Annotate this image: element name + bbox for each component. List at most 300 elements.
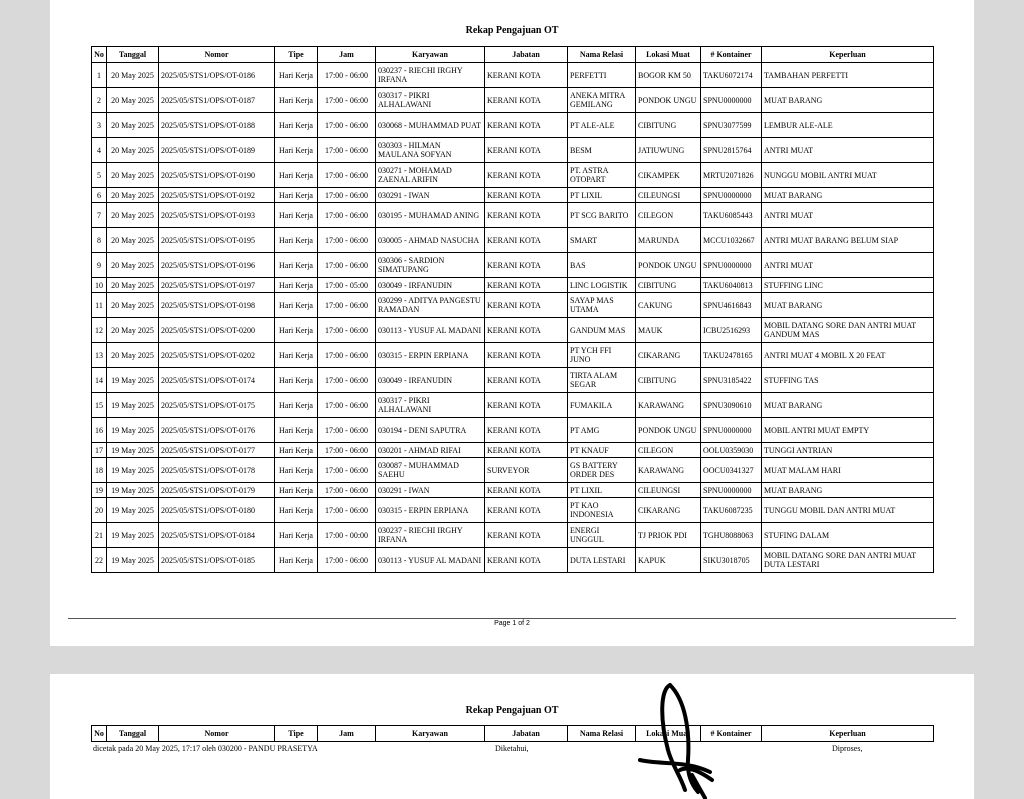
ot-table-continued [91, 725, 934, 742]
table-cell: BOGOR KM 50 [636, 63, 701, 88]
column-header: No [92, 47, 107, 63]
table-cell: 15 [92, 393, 107, 418]
table-cell: 14 [92, 368, 107, 393]
table-row [92, 368, 934, 393]
table-cell: SPNU0000000 [701, 253, 762, 278]
table-cell: 9 [92, 253, 107, 278]
diproses-label: Diproses, [832, 744, 863, 753]
table-cell: DUTA LESTARI [568, 548, 636, 573]
table-cell: 16 [92, 418, 107, 443]
table-cell: PT LIXIL [568, 188, 636, 203]
table-cell: SMART [568, 228, 636, 253]
table-cell: 2025/05/STS1/OPS/OT-0176 [159, 418, 275, 443]
table-cell: 2025/05/STS1/OPS/OT-0197 [159, 278, 275, 293]
table-cell: 20 May 2025 [107, 228, 159, 253]
column-header: Tipe [275, 47, 318, 63]
table-cell: 2025/05/STS1/OPS/OT-0180 [159, 498, 275, 523]
table-cell: 19 May 2025 [107, 548, 159, 573]
column-header: Keperluan [762, 47, 934, 63]
table-cell: CIKAMPEK [636, 163, 701, 188]
table-row [92, 418, 934, 443]
table-cell: 20 May 2025 [107, 63, 159, 88]
table-cell: CIBITUNG [636, 368, 701, 393]
table-cell: KERANI KOTA [485, 393, 568, 418]
table-row [92, 278, 934, 293]
table-cell: 18 [92, 458, 107, 483]
table-cell: ICBU2516293 [701, 318, 762, 343]
table-cell: 17:00 - 06:00 [318, 188, 376, 203]
table-cell: 2 [92, 88, 107, 113]
table-cell: ANTRI MUAT 4 MOBIL X 20 FEAT [762, 343, 934, 368]
table-cell: 22 [92, 548, 107, 573]
table-cell: Hari Kerja [275, 443, 318, 458]
table-cell: TIRTA ALAM SEGAR [568, 368, 636, 393]
table-cell: PT LIXIL [568, 483, 636, 498]
table-row [92, 228, 934, 253]
table-cell: TAMBAHAN PERFETTI [762, 63, 934, 88]
table-cell: 030291 - IWAN [376, 483, 485, 498]
table-cell: Hari Kerja [275, 138, 318, 163]
table-cell: 17:00 - 06:00 [318, 228, 376, 253]
table-cell: 17:00 - 06:00 [318, 203, 376, 228]
table-cell: 17:00 - 06:00 [318, 63, 376, 88]
table-cell: 17:00 - 06:00 [318, 318, 376, 343]
column-header: Karyawan [376, 47, 485, 63]
table-cell: ANTRI MUAT [762, 253, 934, 278]
table-cell: 21 [92, 523, 107, 548]
table-cell: SPNU0000000 [701, 88, 762, 113]
table-cell: 17:00 - 06:00 [318, 483, 376, 498]
table-cell: SPNU0000000 [701, 418, 762, 443]
table-cell: 2025/05/STS1/OPS/OT-0187 [159, 88, 275, 113]
table-cell: 030315 - ERPIN ERPIANA [376, 498, 485, 523]
table-cell: MUAT MALAM HARI [762, 458, 934, 483]
table-cell: ENERGI UNGGUL [568, 523, 636, 548]
table-cell: 2025/05/STS1/OPS/OT-0185 [159, 548, 275, 573]
table-row [92, 393, 934, 418]
column-header: Nomor [159, 47, 275, 63]
table-row [92, 63, 934, 88]
column-header: Lokasi Muat [636, 726, 701, 742]
table-cell: SPNU0000000 [701, 188, 762, 203]
table-cell: 17:00 - 06:00 [318, 163, 376, 188]
table-cell: 1 [92, 63, 107, 88]
table-cell: 17:00 - 06:00 [318, 443, 376, 458]
table-cell: 19 May 2025 [107, 393, 159, 418]
page-1 [50, 0, 974, 646]
table-cell: MUAT BARANG [762, 293, 934, 318]
table-cell: KERANI KOTA [485, 113, 568, 138]
table-cell: CILEGON [636, 443, 701, 458]
table-cell: LINC LOGISTIK [568, 278, 636, 293]
table-cell: 8 [92, 228, 107, 253]
table-cell: LEMBUR ALE-ALE [762, 113, 934, 138]
column-header: No [92, 726, 107, 742]
table-cell: KERANI KOTA [485, 293, 568, 318]
table-cell: 2025/05/STS1/OPS/OT-0195 [159, 228, 275, 253]
table-cell: SPNU3090610 [701, 393, 762, 418]
table-cell: CAKUNG [636, 293, 701, 318]
footer-divider [68, 618, 956, 619]
table-cell: ANTRI MUAT [762, 203, 934, 228]
table-cell: 2025/05/STS1/OPS/OT-0189 [159, 138, 275, 163]
table-cell: Hari Kerja [275, 418, 318, 443]
column-header: # Kontainer [701, 726, 762, 742]
table-cell: KAPUK [636, 548, 701, 573]
table-cell: CILEUNGSI [636, 188, 701, 203]
table-cell: 2025/05/STS1/OPS/OT-0177 [159, 443, 275, 458]
table-row [92, 523, 934, 548]
column-header: Lokasi Muat [636, 47, 701, 63]
table-cell: KERANI KOTA [485, 88, 568, 113]
table-cell: Hari Kerja [275, 163, 318, 188]
table-cell: SPNU3077599 [701, 113, 762, 138]
table-cell: SIKU3018705 [701, 548, 762, 573]
signature-scribble [630, 680, 730, 799]
table-cell: Hari Kerja [275, 393, 318, 418]
table-cell: 20 May 2025 [107, 293, 159, 318]
table-cell: 2025/05/STS1/OPS/OT-0175 [159, 393, 275, 418]
table-cell: TJ PRIOK PDI [636, 523, 701, 548]
table-cell: OOCU0341327 [701, 458, 762, 483]
table-row [92, 293, 934, 318]
table-cell: 13 [92, 343, 107, 368]
table-cell: KERANI KOTA [485, 368, 568, 393]
table-cell: PT ALE-ALE [568, 113, 636, 138]
table-cell: MAUK [636, 318, 701, 343]
table-cell: 030271 - MOHAMAD ZAENAL ARIFIN [376, 163, 485, 188]
table-cell: Hari Kerja [275, 318, 318, 343]
table-row [92, 203, 934, 228]
table-cell: CILEUNGSI [636, 483, 701, 498]
table-cell: KERANI KOTA [485, 343, 568, 368]
table-cell: ANTRI MUAT [762, 138, 934, 163]
table-cell: 030113 - YUSUF AL MADANI [376, 548, 485, 573]
table-cell: Hari Kerja [275, 523, 318, 548]
table-cell: 2025/05/STS1/OPS/OT-0198 [159, 293, 275, 318]
column-header: Jam [318, 726, 376, 742]
table-cell: 17:00 - 06:00 [318, 343, 376, 368]
table-cell: 030113 - YUSUF AL MADANI [376, 318, 485, 343]
table-cell: PT AMG [568, 418, 636, 443]
table-cell: OOLU0359030 [701, 443, 762, 458]
table-cell: MOBIL DATANG SORE DAN ANTRI MUAT DUTA LESTARI [762, 548, 934, 573]
table-cell: Hari Kerja [275, 278, 318, 293]
column-header: Keperluan [762, 726, 934, 742]
table-cell: 19 May 2025 [107, 483, 159, 498]
table-cell: 17:00 - 06:00 [318, 293, 376, 318]
table-cell: 17:00 - 06:00 [318, 418, 376, 443]
table-cell: CILEGON [636, 203, 701, 228]
table-cell: 17:00 - 06:00 [318, 368, 376, 393]
table-cell: 17:00 - 06:00 [318, 458, 376, 483]
table-cell: 2025/05/STS1/OPS/OT-0179 [159, 483, 275, 498]
table-cell: 2025/05/STS1/OPS/OT-0186 [159, 63, 275, 88]
page-number: Page 1 of 2 [494, 620, 530, 627]
table-cell: SURVEYOR [485, 458, 568, 483]
table-cell: BAS [568, 253, 636, 278]
table-cell: 20 May 2025 [107, 88, 159, 113]
column-header: Jabatan [485, 726, 568, 742]
table-cell: PT SCG BARITO [568, 203, 636, 228]
column-header: Tanggal [107, 726, 159, 742]
table-cell: 17 [92, 443, 107, 458]
table-cell: STUFING DALAM [762, 523, 934, 548]
table-cell: 030303 - HILMAN MAULANA SOFYAN [376, 138, 485, 163]
table-cell: KARAWANG [636, 393, 701, 418]
table-row [92, 188, 934, 203]
table-cell: KERANI KOTA [485, 163, 568, 188]
table-row [92, 163, 934, 188]
table-cell: Hari Kerja [275, 483, 318, 498]
table-cell: TAKU2478165 [701, 343, 762, 368]
table-cell: 17:00 - 00:00 [318, 523, 376, 548]
column-header: Jam [318, 47, 376, 63]
table-cell: 030315 - ERPIN ERPIANA [376, 343, 485, 368]
table-cell: 030005 - AHMAD NASUCHA [376, 228, 485, 253]
table-cell: 20 May 2025 [107, 188, 159, 203]
table-cell: CIBITUNG [636, 113, 701, 138]
table-cell: MUAT BARANG [762, 483, 934, 498]
table-cell: 2025/05/STS1/OPS/OT-0174 [159, 368, 275, 393]
table-cell: TUNGGI ANTRIAN [762, 443, 934, 458]
table-cell: PERFETTI [568, 63, 636, 88]
table-cell: Hari Kerja [275, 63, 318, 88]
table-cell: 2025/05/STS1/OPS/OT-0192 [159, 188, 275, 203]
table-cell: 4 [92, 138, 107, 163]
table-cell: Hari Kerja [275, 458, 318, 483]
table-cell: Hari Kerja [275, 228, 318, 253]
table-cell: 030291 - IWAN [376, 188, 485, 203]
table-cell: TAKU6040813 [701, 278, 762, 293]
table-cell: 17:00 - 06:00 [318, 548, 376, 573]
table-cell: Hari Kerja [275, 253, 318, 278]
table-cell: MCCU1032667 [701, 228, 762, 253]
table-cell: MUAT BARANG [762, 188, 934, 203]
table-row [92, 253, 934, 278]
table-cell: SAYAP MAS UTAMA [568, 293, 636, 318]
table-cell: 030306 - SARDION SIMATUPANG [376, 253, 485, 278]
table-cell: 2025/05/STS1/OPS/OT-0190 [159, 163, 275, 188]
table-cell: MOBIL DATANG SORE DAN ANTRI MUAT GANDUM MAS [762, 318, 934, 343]
table-cell: JATIUWUNG [636, 138, 701, 163]
table-row [92, 458, 934, 483]
table-cell: TAKU6072174 [701, 63, 762, 88]
table-cell: 2025/05/STS1/OPS/OT-0202 [159, 343, 275, 368]
table-cell: 12 [92, 318, 107, 343]
table-cell: 030237 - RIECHI IRGHY IRFANA [376, 523, 485, 548]
diketahui-label: Diketahui, [495, 744, 529, 753]
table-cell: 17:00 - 05:00 [318, 278, 376, 293]
table-cell: 20 May 2025 [107, 138, 159, 163]
table-cell: 20 May 2025 [107, 343, 159, 368]
table-cell: 030087 - MUHAMMAD SAEHU [376, 458, 485, 483]
table-cell: 20 [92, 498, 107, 523]
table-cell: PT YCH FFI JUNO [568, 343, 636, 368]
table-cell: 17:00 - 06:00 [318, 393, 376, 418]
table-cell: Hari Kerja [275, 113, 318, 138]
table-cell: 20 May 2025 [107, 203, 159, 228]
table-row [92, 318, 934, 343]
table-cell: ANEKA MITRA GEMILANG [568, 88, 636, 113]
table-cell: 030068 - MUHAMMAD PUAT [376, 113, 485, 138]
table-cell: 17:00 - 06:00 [318, 138, 376, 163]
table-row [92, 498, 934, 523]
table-cell: KERANI KOTA [485, 228, 568, 253]
table-cell: KERANI KOTA [485, 523, 568, 548]
table-cell: MOBIL ANTRI MUAT EMPTY [762, 418, 934, 443]
table-cell: PT KAO INDONESIA [568, 498, 636, 523]
table-cell: 19 May 2025 [107, 443, 159, 458]
table-cell: 030195 - MUHAMAD ANING [376, 203, 485, 228]
table-cell: Hari Kerja [275, 88, 318, 113]
table-cell: 10 [92, 278, 107, 293]
table-cell: 20 May 2025 [107, 278, 159, 293]
table-cell: 5 [92, 163, 107, 188]
table-cell: CIKARANG [636, 498, 701, 523]
table-cell: MUAT BARANG [762, 88, 934, 113]
table-cell: KERANI KOTA [485, 443, 568, 458]
table-cell: CIBITUNG [636, 278, 701, 293]
table-cell: Hari Kerja [275, 368, 318, 393]
table-cell: BESM [568, 138, 636, 163]
table-cell: 17:00 - 06:00 [318, 498, 376, 523]
table-cell: 030317 - PIKRI ALHALAWANI [376, 393, 485, 418]
table-cell: 030049 - IRFANUDIN [376, 368, 485, 393]
table-cell: 20 May 2025 [107, 113, 159, 138]
table-cell: 19 May 2025 [107, 458, 159, 483]
table-cell: 7 [92, 203, 107, 228]
table-cell: TUNGGU MOBIL DAN ANTRI MUAT [762, 498, 934, 523]
table-cell: 20 May 2025 [107, 318, 159, 343]
table-cell: TAKU6085443 [701, 203, 762, 228]
table-cell: STUFFING LINC [762, 278, 934, 293]
table-cell: GANDUM MAS [568, 318, 636, 343]
table-cell: TGHU8088063 [701, 523, 762, 548]
table-cell: SPNU4616843 [701, 293, 762, 318]
table-row [92, 138, 934, 163]
table-cell: 19 May 2025 [107, 368, 159, 393]
table-cell: 19 [92, 483, 107, 498]
table-cell: PONDOK UNGU [636, 88, 701, 113]
table-cell: KERANI KOTA [485, 318, 568, 343]
table-cell: 2025/05/STS1/OPS/OT-0193 [159, 203, 275, 228]
table-cell: 3 [92, 113, 107, 138]
table-cell: PT KNAUF [568, 443, 636, 458]
table-cell: NUNGGU MOBIL ANTRI MUAT [762, 163, 934, 188]
document-title: Rekap Pengajuan OT [465, 25, 559, 36]
table-cell: KERANI KOTA [485, 548, 568, 573]
column-header: Jabatan [485, 47, 568, 63]
table-cell: KERANI KOTA [485, 278, 568, 293]
table-cell: CIKARANG [636, 343, 701, 368]
table-cell: KERANI KOTA [485, 483, 568, 498]
table-row [92, 548, 934, 573]
table-cell: GS BATTERY ORDER DES [568, 458, 636, 483]
table-cell: 20 May 2025 [107, 163, 159, 188]
column-header: # Kontainer [701, 47, 762, 63]
column-header: Nama Relasi [568, 726, 636, 742]
table-cell: 20 May 2025 [107, 253, 159, 278]
table-row [92, 483, 934, 498]
table-cell: 2025/05/STS1/OPS/OT-0188 [159, 113, 275, 138]
table-cell: 2025/05/STS1/OPS/OT-0178 [159, 458, 275, 483]
table-cell: 17:00 - 06:00 [318, 88, 376, 113]
table-cell: 17:00 - 06:00 [318, 253, 376, 278]
table-cell: KERANI KOTA [485, 63, 568, 88]
table-cell: SPNU3185422 [701, 368, 762, 393]
page-2 [50, 674, 974, 799]
table-cell: Hari Kerja [275, 188, 318, 203]
table-cell: PT. ASTRA OTOPART [568, 163, 636, 188]
table-cell: Hari Kerja [275, 343, 318, 368]
table-cell: 19 May 2025 [107, 523, 159, 548]
table-cell: KERANI KOTA [485, 498, 568, 523]
table-cell: KERANI KOTA [485, 138, 568, 163]
table-row [92, 88, 934, 113]
table-cell: Hari Kerja [275, 203, 318, 228]
column-header: Tanggal [107, 47, 159, 63]
table-body [92, 63, 934, 573]
ot-table [91, 46, 934, 573]
table-cell: 6 [92, 188, 107, 203]
table-cell: PONDOK UNGU [636, 253, 701, 278]
table-cell: SPNU2815764 [701, 138, 762, 163]
table-cell: Hari Kerja [275, 293, 318, 318]
table-cell: Hari Kerja [275, 548, 318, 573]
table-cell: 2025/05/STS1/OPS/OT-0184 [159, 523, 275, 548]
column-header: Nomor [159, 726, 275, 742]
table-cell: 19 May 2025 [107, 418, 159, 443]
table-cell: MRTU2071826 [701, 163, 762, 188]
table-cell: 030201 - AHMAD RIFAI [376, 443, 485, 458]
table-header [92, 47, 934, 63]
table-cell: PONDOK UNGU [636, 418, 701, 443]
table-cell: KERANI KOTA [485, 253, 568, 278]
table-cell: 030299 - ADITYA PANGESTU RAMADAN [376, 293, 485, 318]
table-cell: 030194 - DENI SAPUTRA [376, 418, 485, 443]
table-cell: 030049 - IRFANUDIN [376, 278, 485, 293]
table-cell: STUFFING TAS [762, 368, 934, 393]
table-cell: ANTRI MUAT BARANG BELUM SIAP [762, 228, 934, 253]
table-cell: TAKU6087235 [701, 498, 762, 523]
table-cell: 030237 - RIECHI IRGHY IRFANA [376, 63, 485, 88]
table-cell: 2025/05/STS1/OPS/OT-0196 [159, 253, 275, 278]
table-cell: MUAT BARANG [762, 393, 934, 418]
column-header: Tipe [275, 726, 318, 742]
table-header [92, 726, 934, 742]
table-cell: 2025/05/STS1/OPS/OT-0200 [159, 318, 275, 343]
printed-by: dicetak pada 20 May 2025, 17:17 oleh 030200 - PANDU PRASETYA [93, 744, 318, 753]
table-cell: KERANI KOTA [485, 418, 568, 443]
table-cell: FUMAKILA [568, 393, 636, 418]
table-cell: SPNU0000000 [701, 483, 762, 498]
table-row [92, 113, 934, 138]
document-title: Rekap Pengajuan OT [465, 705, 559, 716]
table-cell: KERANI KOTA [485, 203, 568, 228]
table-cell: MARUNDA [636, 228, 701, 253]
table-row [92, 343, 934, 368]
table-cell: Hari Kerja [275, 498, 318, 523]
table-cell: 030317 - PIKRI ALHALAWANI [376, 88, 485, 113]
table-row [92, 443, 934, 458]
table-cell: KERANI KOTA [485, 188, 568, 203]
table-cell: KARAWANG [636, 458, 701, 483]
table-cell: 19 May 2025 [107, 498, 159, 523]
table-cell: 11 [92, 293, 107, 318]
table-cell: 17:00 - 06:00 [318, 113, 376, 138]
column-header: Karyawan [376, 726, 485, 742]
